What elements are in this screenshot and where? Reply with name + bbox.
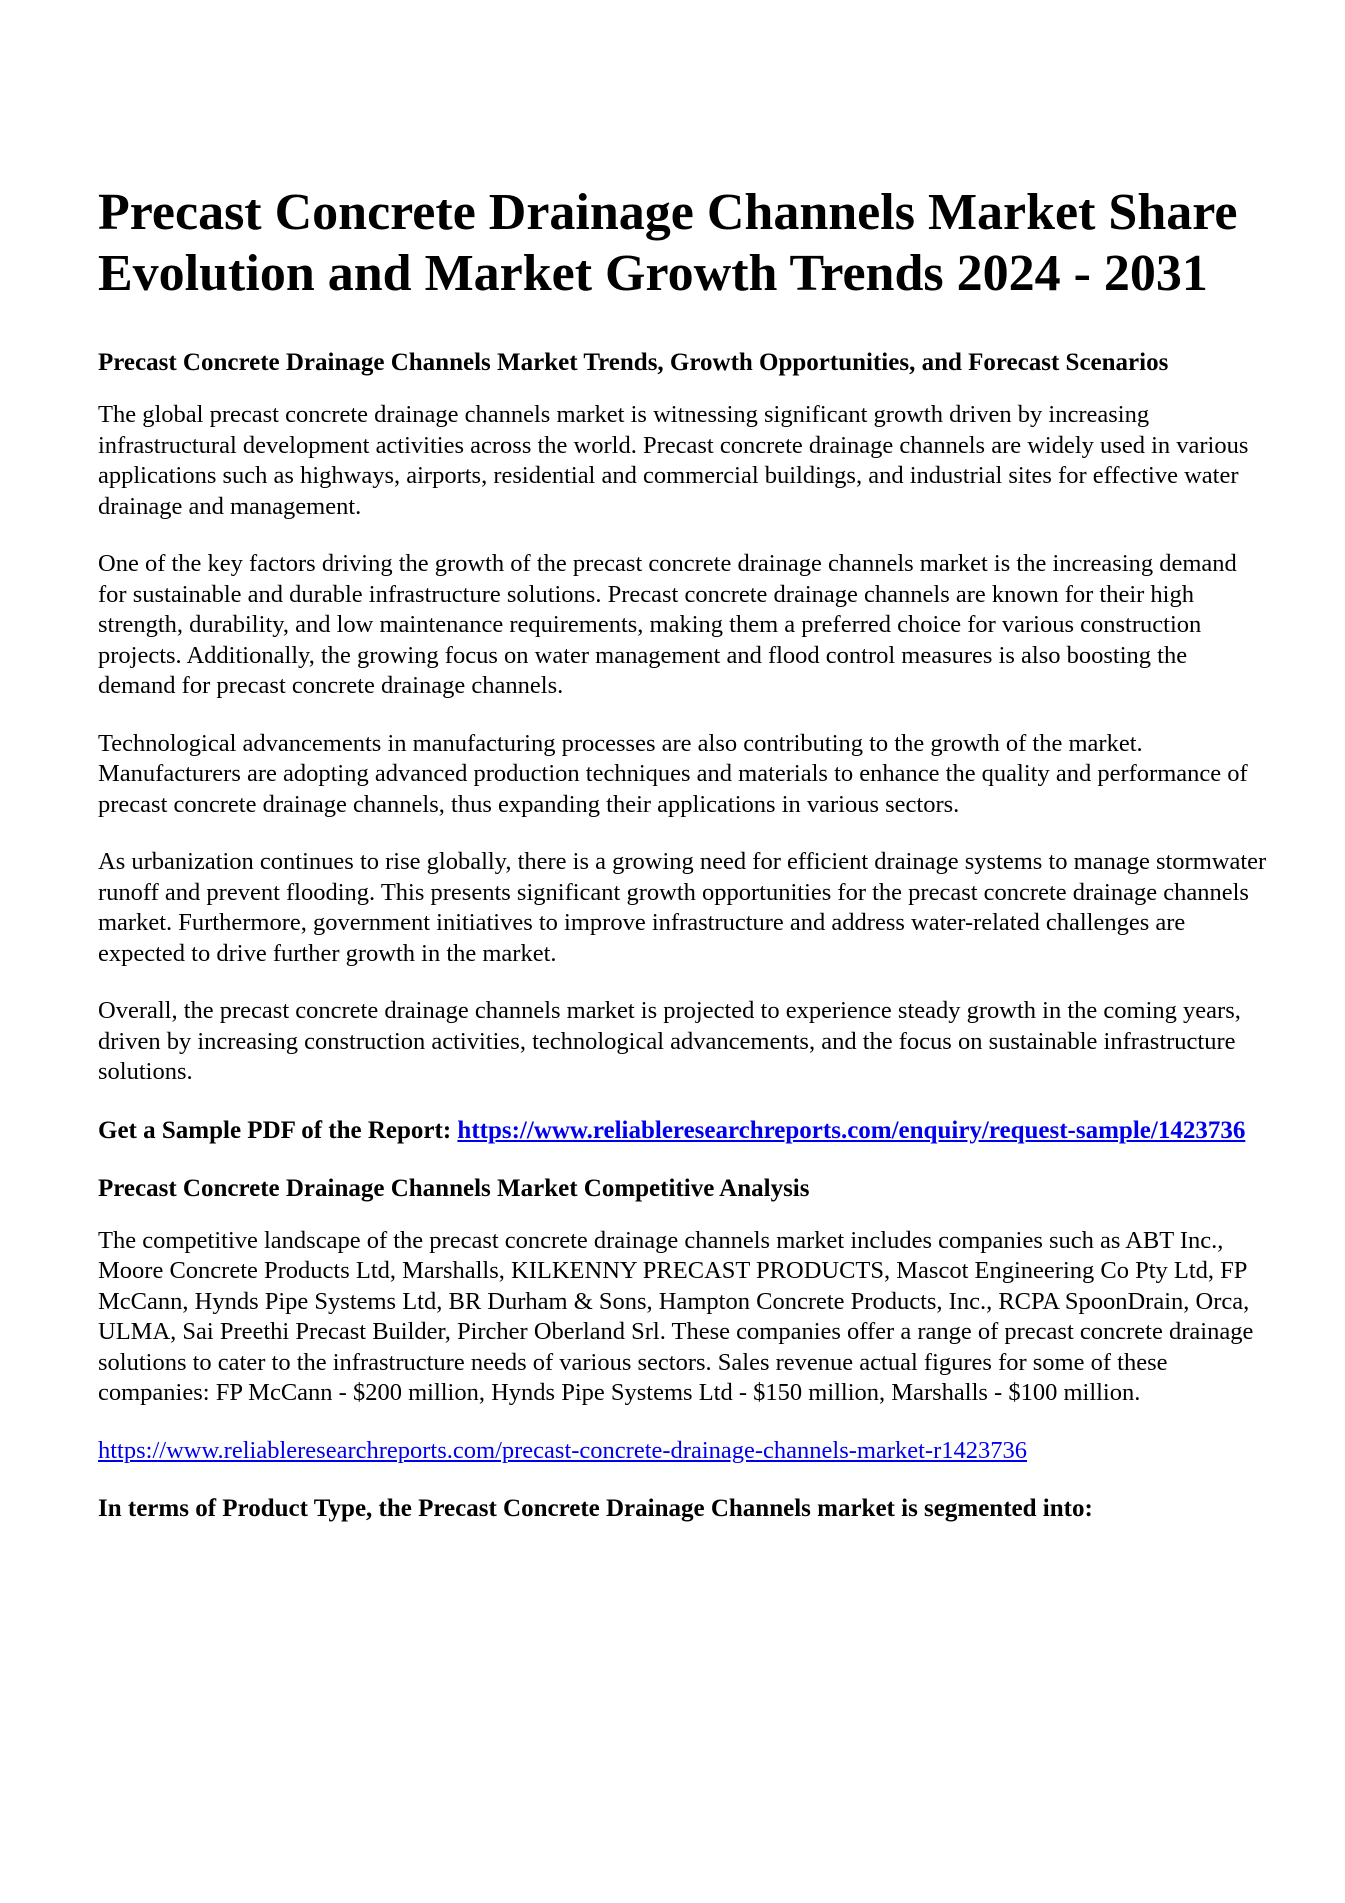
section-heading-trends: Precast Concrete Drainage Channels Market Trends, Growth Opportunities, and Forecast Scenarios [98, 349, 1169, 376]
document-title: Precast Concrete Drainage Channels Market Share Evolution and Market Growth Trends 2024 - 2031 [98, 184, 1238, 302]
paragraph-competitive: The competitive landscape of the precast concrete drainage channels market includes companies such as ABT Inc., Moore Concrete Products Ltd, Marshalls, KILKENNY PRECAST PRODUCTS, Mascot Engineering Co Pty Ltd, FP McCann, Hynds Pipe Systems Ltd, BR Durham & Sons, Hampton Concrete Products, Inc., RCPA SpoonDrain, Orca, ULMA, Sai Preethi Precast Builder, Pircher Oberland Srl. These companies offer a range of precast concrete drainage solutions to cater to the infrastructure needs of various sectors. Sales revenue actual figures for some of these companies: FP McCann - $200 million, Hynds Pipe Systems Ltd - $150 million, Marshalls - $100 million. [98, 1226, 1254, 1406]
paragraph-urbanization: As urbanization continues to rise globally, there is a growing need for efficient drainage systems to manage stormwater runoff and prevent flooding. This presents significant growth opportunities for the precast concrete drainage channels market. Furthermore, government initiatives to improve infrastructure and address water-related challenges are expected to drive further growth in the market. [98, 848, 1267, 967]
sample-pdf-label: Get a Sample PDF of the Report: [98, 1116, 458, 1144]
sample-pdf-link[interactable]: https://www.reliableresearchreports.com/enquiry/request-sample/1423736 [457, 1116, 1246, 1144]
report-link[interactable]: https://www.reliableresearchreports.com/precast-concrete-drainage-channels-market-r1423736 [98, 1436, 1027, 1464]
document-page [98, 182, 1268, 1546]
section-heading-competitive: Precast Concrete Drainage Channels Market Competitive Analysis [98, 1174, 810, 1202]
report-url-line [98, 1436, 1268, 1467]
paragraph-technology: Technological advancements in manufacturing processes are also contributing to the growth of the market. Manufacturers are adopting advanced production techniques and materials to enhance the quality and performance of precast concrete drainage channels, thus expanding their applications in various sectors. [98, 729, 1248, 818]
paragraph-intro: The global precast concrete drainage channels market is witnessing significant growth driven by increasing infrastructural development activities across the world. Precast concrete drainage channels are widely used in various applications such as highways, airports, residential and commercial buildings, and industrial sites for effective water drainage and management. [98, 401, 1249, 520]
sample-pdf-line [98, 1115, 1268, 1146]
section-heading-product-type: In terms of Product Type, the Precast Concrete Drainage Channels market is segmented into: [98, 1495, 1093, 1522]
paragraph-key-factors: One of the key factors driving the growth of the precast concrete drainage channels market is the increasing demand for sustainable and durable infrastructure solutions. Precast concrete drainage channels are known for their high strength, durability, and low maintenance requirements, making them a preferred choice for various construction projects. Additionally, the growing focus on water management and flood control measures is also boosting the demand for precast concrete drainage channels. [98, 550, 1237, 699]
paragraph-overall: Overall, the precast concrete drainage channels market is projected to experience steady growth in the coming years, driven by increasing construction activities, technological advancements, and the focus on sustainable infrastructure solutions. [98, 997, 1241, 1085]
